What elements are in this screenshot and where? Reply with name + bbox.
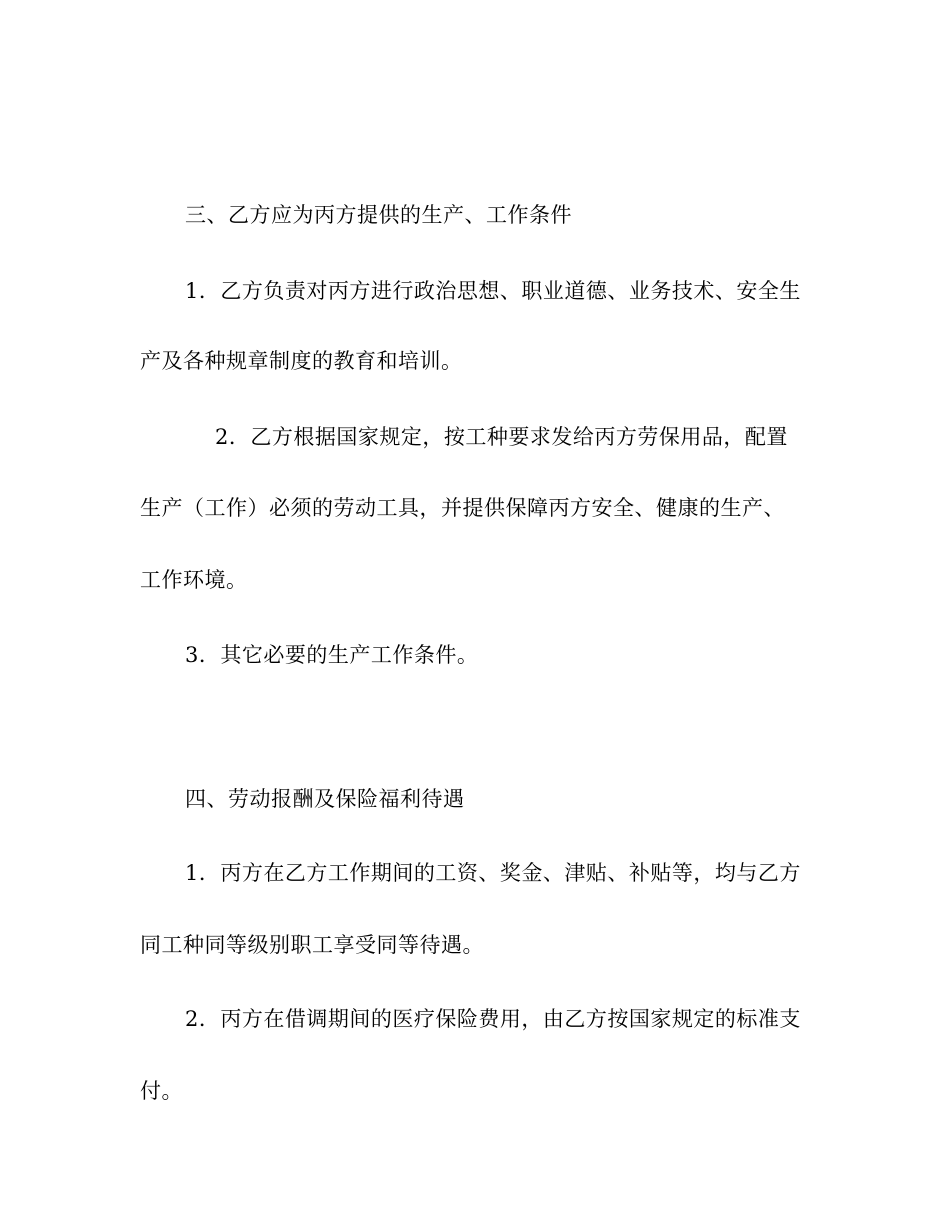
section-4-item-2-line-2: 付。 bbox=[140, 1079, 183, 1103]
section-3-item-2-line-2: 生产（工作）必须的劳动工具，并提供保障丙方安全、健康的生产、 bbox=[140, 496, 785, 520]
section-4-heading: 四、劳动报酬及保险福利待遇 bbox=[185, 787, 465, 811]
section-4-item-2-line-1: 2．丙方在借调期间的医疗保险费用，由乙方按国家规定的标准支 bbox=[185, 1007, 801, 1031]
section-4-item-1-line-1: 1．丙方在乙方工作期间的工资、奖金、津贴、补贴等，均与乙方 bbox=[185, 861, 801, 885]
section-3-item-2-line-3: 工作环境。 bbox=[140, 568, 248, 592]
section-3-item-2-line-1: 2．乙方根据国家规定，按工种要求发给丙方劳保用品，配置 bbox=[215, 425, 788, 449]
section-3-heading: 三、乙方应为丙方提供的生产、工作条件 bbox=[185, 203, 572, 227]
section-3-item-1-line-1: 1．乙方负责对丙方进行政治思想、职业道德、业务技术、安全生 bbox=[185, 279, 801, 303]
section-3-item-1-line-2: 产及各种规章制度的教育和培训。 bbox=[140, 349, 463, 373]
section-4-item-1-line-2: 同工种同等级别职工享受同等待遇。 bbox=[140, 933, 484, 957]
section-3-item-3-line-1: 3．其它必要的生产工作条件。 bbox=[185, 643, 479, 667]
